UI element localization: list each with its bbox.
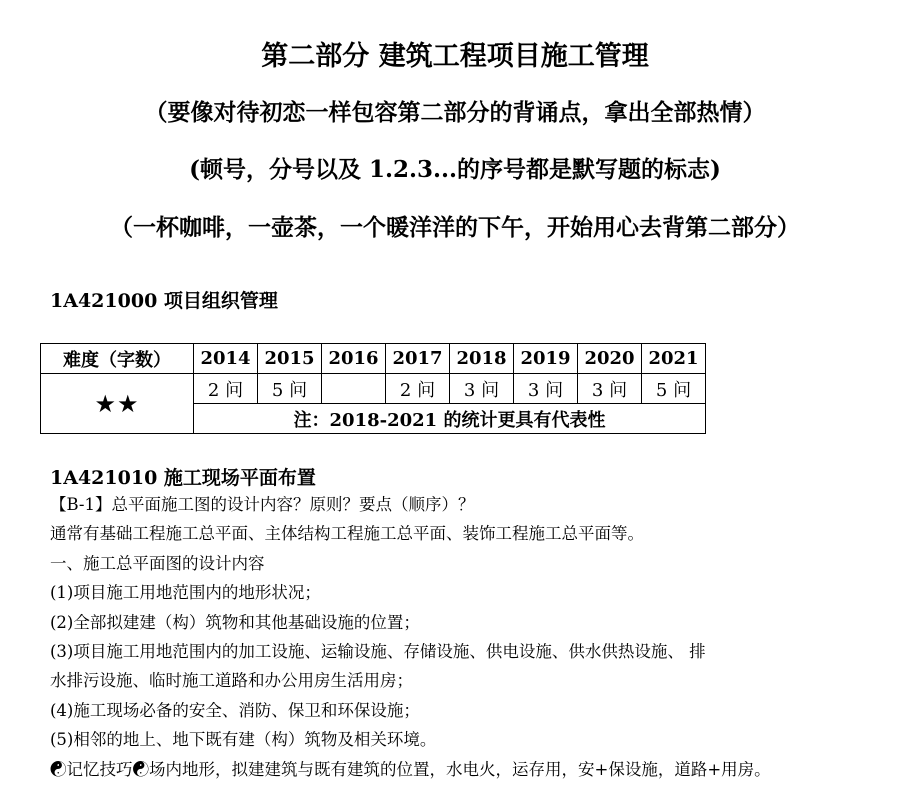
table-header-row <box>41 344 706 374</box>
section-heading-1a421010: 1A421010 施工现场平面布置 <box>50 467 316 489</box>
list-item: (1)项目施工用地范围内的地形状况； <box>50 583 321 603</box>
count-cell: 3 问 <box>450 374 514 404</box>
count-cell: 5 问 <box>258 374 322 404</box>
memory-tip: ☯记忆技巧☯场内地形，拟建建筑与既有建筑的位置，水电火，运存用，安+保设施，道路+用房。 <box>50 759 771 779</box>
subtitle-2: (顿号，分号以及 1.2.3...的序号都是默写题的标志) <box>189 156 721 183</box>
body-text <box>50 490 840 784</box>
subtitle-1: （要像对待初恋一样包容第二部分的背诵点，拿出全部热情） <box>144 99 766 126</box>
difficulty-stars: ★★ <box>41 374 194 434</box>
list-item: (3)项目施工用地范围内的加工设施、运输设施、存储设施、供电设施、供水供热设施、 排 <box>50 641 706 661</box>
count-cell: 3 问 <box>578 374 642 404</box>
year-cell: 2021 <box>642 344 706 374</box>
count-cell: 2 问 <box>194 374 258 404</box>
table-note: 注：2018-2021 的统计更具有代表性 <box>194 404 706 434</box>
table-count-row <box>41 374 706 404</box>
subsection-heading: 一、施工总平面图的设计内容 <box>50 553 265 573</box>
count-cell: 2 问 <box>386 374 450 404</box>
subtitle-3: （一杯咖啡，一壶茶，一个暖洋洋的下午，开始用心去背第二部分） <box>110 214 800 241</box>
count-cell <box>322 374 386 404</box>
year-cell: 2016 <box>322 344 386 374</box>
year-cell: 2017 <box>386 344 450 374</box>
list-item: (4)施工现场必备的安全、消防、保卫和环保设施； <box>50 700 420 720</box>
year-cell: 2019 <box>514 344 578 374</box>
page-title: 第二部分 建筑工程项目施工管理 <box>261 41 649 72</box>
question-line: 【B-1】总平面施工图的设计内容？原则？要点（顺序）？ <box>50 495 475 514</box>
exam-frequency-table <box>40 343 706 434</box>
year-cell: 2015 <box>258 344 322 374</box>
year-cell: 2014 <box>194 344 258 374</box>
paragraph-line: 通常有基础工程施工总平面、主体结构工程施工总平面、装饰工程施工总平面等。 <box>50 524 644 544</box>
list-item: (2)全部拟建建（构）筑物和其他基础设施的位置； <box>50 612 420 632</box>
year-cell: 2018 <box>450 344 514 374</box>
list-item: (5)相邻的地上、地下既有建（构）筑物及相关环境。 <box>50 730 437 750</box>
year-cell: 2020 <box>578 344 642 374</box>
list-item-continuation: 水排污设施、临时施工道路和办公用房生活用房； <box>50 671 413 691</box>
section-heading-1a421000: 1A421000 项目组织管理 <box>50 290 278 312</box>
difficulty-header-cell: 难度（字数） <box>41 344 194 374</box>
count-cell: 3 问 <box>514 374 578 404</box>
count-cell: 5 问 <box>642 374 706 404</box>
